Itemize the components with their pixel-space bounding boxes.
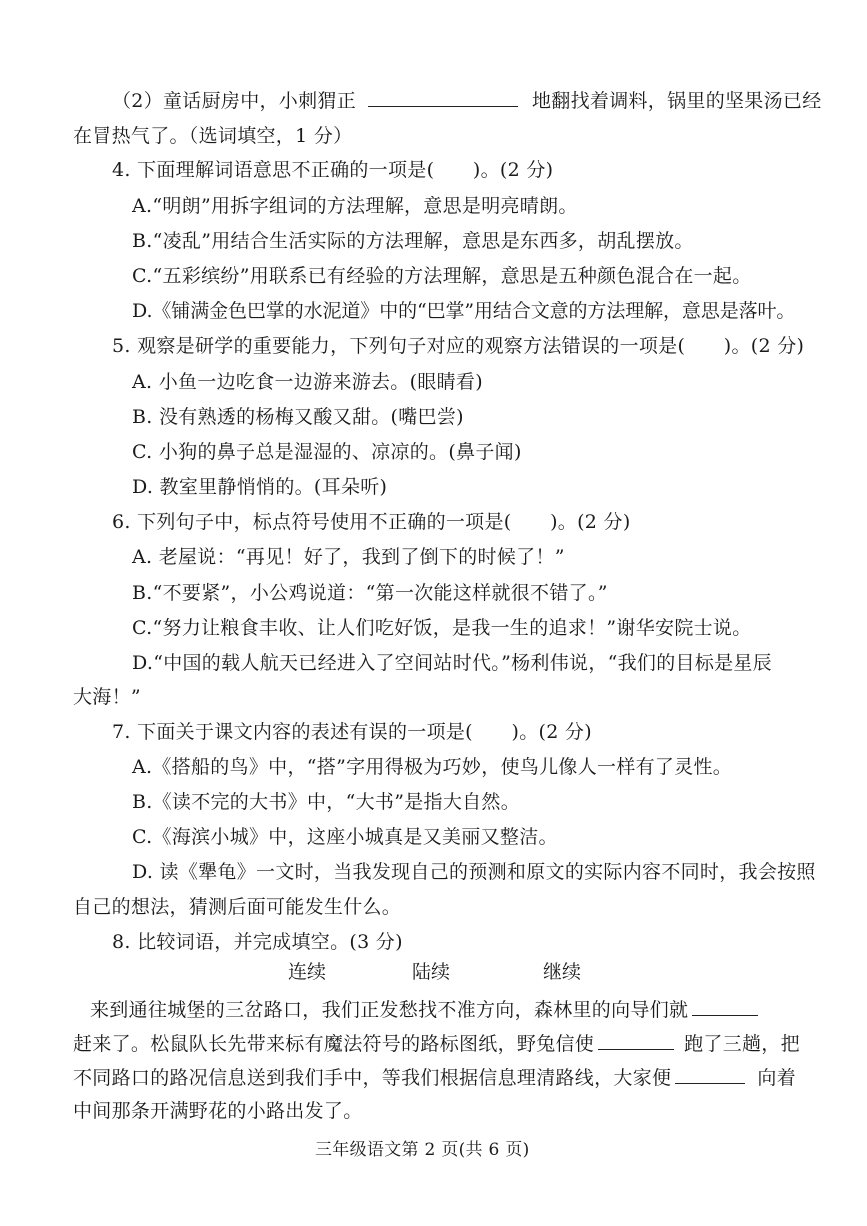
q8-blank-2[interactable] bbox=[598, 1031, 674, 1050]
q8-passage-line4: 中间那条开满野花的小路出发了。 bbox=[73, 1100, 363, 1122]
q7-stem: 7. 下面关于课文内容的表述有误的一项是( )。(2 分) bbox=[112, 721, 592, 743]
q8-word-bank bbox=[0, 960, 867, 986]
q5-option-c: C. 小狗的鼻子总是湿湿的、凉凉的。(鼻子闻) bbox=[132, 441, 522, 463]
q8-passage-line2 bbox=[73, 1031, 800, 1056]
q7-option-a: A.《搭船的鸟》中，“搭”字用得极为巧妙，使鸟儿像人一样有了灵性。 bbox=[132, 756, 733, 778]
q8-blank-1[interactable] bbox=[692, 997, 758, 1016]
q8-passage-text-2a: 赶来了。松鼠队长先带来标有魔法符号的路标图纸，野兔信使 bbox=[73, 1033, 595, 1055]
q8-passage-text-2b: 跑了三趟，把 bbox=[684, 1033, 800, 1055]
q4-option-a: A.“明朗”用拆字组词的方法理解，意思是明亮晴朗。 bbox=[132, 195, 578, 217]
q6-option-d-line1: D.“中国的载人航天已经进入了空间站时代。”杨利伟说，“我们的目标是星辰 bbox=[132, 652, 773, 674]
q6-stem: 6. 下列句子中，标点符号使用不正确的一项是( )。(2 分) bbox=[112, 511, 631, 533]
q3-2-line2: 在冒热气了。（选词填空，1 分） bbox=[73, 125, 353, 147]
q5-stem: 5. 观察是研学的重要能力，下列句子对应的观察方法错误的一项是( )。(2 分) bbox=[112, 335, 805, 357]
q6-option-a: A. 老屋说：“再见！好了，我到了倒下的时候了！” bbox=[132, 546, 565, 568]
q8-stem: 8. 比较词语，并完成填空。(3 分) bbox=[112, 931, 403, 953]
q6-option-d-line2: 大海！” bbox=[73, 686, 141, 708]
q3-2-blank[interactable] bbox=[368, 88, 518, 107]
q8-passage-line1 bbox=[90, 997, 758, 1022]
q6-option-b: B.“不要紧”，小公鸡说道：“第一次能这样就很不错了。” bbox=[132, 582, 608, 604]
q8-word-1: 连续 bbox=[288, 961, 327, 983]
q8-passage-text-3a: 不同路口的路况信息送到我们手中，等我们根据信息理清路线，大家便 bbox=[73, 1067, 672, 1089]
q4-option-c: C.“五彩缤纷”用联系已有经验的方法理解，意思是五种颜色混合在一起。 bbox=[132, 265, 752, 287]
q8-word-3: 继续 bbox=[543, 961, 582, 983]
q4-option-d: D.《铺满金色巴掌的水泥道》中的“巴掌”用结合文意的方法理解，意思是落叶。 bbox=[132, 300, 796, 322]
q4-option-b: B.“凌乱”用结合生活实际的方法理解，意思是东西多，胡乱摆放。 bbox=[132, 230, 694, 252]
q8-passage-text-1: 来到通往城堡的三岔路口，我们正发愁找不准方向，森林里的向导们就 bbox=[90, 999, 689, 1021]
q5-option-b: B. 没有熟透的杨梅又酸又甜。(嘴巴尝) bbox=[132, 406, 464, 428]
q8-blank-3[interactable] bbox=[675, 1065, 745, 1084]
q8-passage-line3 bbox=[73, 1065, 796, 1090]
q5-option-a: A. 小鱼一边吃食一边游来游去。(眼睛看) bbox=[132, 371, 483, 393]
q6-option-c: C.“努力让粮食丰收、让人们吃好饭，是我一生的追求！”谢华安院士说。 bbox=[132, 617, 752, 639]
q5-option-d: D. 教室里静悄悄的。(耳朵听) bbox=[132, 476, 388, 498]
q7-option-d-line1: D. 读《犟龟》一文时，当我发现自己的预测和原文的实际内容不同时，我会按照 bbox=[132, 861, 816, 883]
q8-passage-text-3b: 向着 bbox=[757, 1067, 796, 1089]
q3-2-line1 bbox=[112, 88, 822, 113]
q7-option-d-line2: 自己的想法，猜测后面可能发生什么。 bbox=[73, 896, 402, 918]
q3-2-text-b: 地翻找着调料，锅里的坚果汤已经 bbox=[532, 90, 822, 112]
q4-stem: 4. 下面理解词语意思不正确的一项是( )。(2 分) bbox=[112, 159, 554, 181]
q3-2-text-a: （2）童话厨房中，小刺猬正 bbox=[112, 90, 356, 112]
page-footer: 三年级语文第 2 页(共 6 页) bbox=[315, 1140, 530, 1160]
q7-option-b: B.《读不完的大书》中，“大书”是指大自然。 bbox=[132, 791, 521, 813]
q8-word-2: 陆续 bbox=[412, 961, 451, 983]
q7-option-c: C.《海滨小城》中，这座小城真是又美丽又整洁。 bbox=[132, 826, 558, 848]
